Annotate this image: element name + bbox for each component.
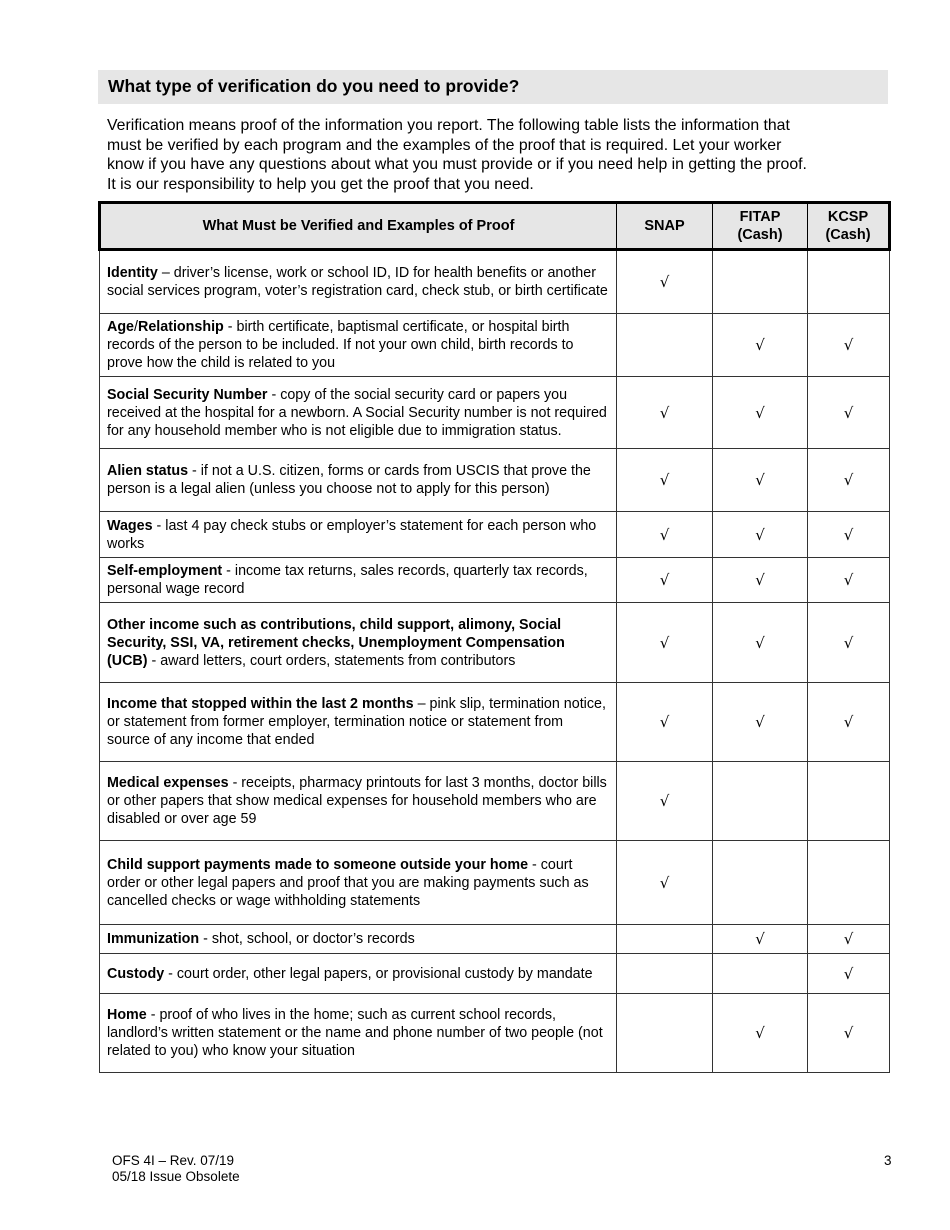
fitap-cell bbox=[713, 250, 808, 314]
row-label: Wages bbox=[107, 517, 153, 534]
row-description bbox=[100, 314, 617, 377]
row-examples: - award letters, court orders, statements from contributors bbox=[147, 652, 516, 669]
checkmark-icon: √ bbox=[843, 571, 854, 589]
table-row bbox=[100, 512, 890, 558]
kcsp-cell bbox=[808, 377, 890, 449]
fitap-cell bbox=[713, 558, 808, 603]
table-row bbox=[100, 954, 890, 994]
header-fitap-line: FITAP bbox=[739, 209, 781, 225]
row-examples: - court order, other legal papers, or provisional custody by mandate bbox=[164, 965, 593, 982]
checkmark-icon: √ bbox=[755, 471, 765, 489]
row-label: Other income such as contributions, child support, alimony, Social Security, SSI, VA, retirement checks, Unemployment Compensation (UCB) bbox=[107, 616, 565, 669]
fitap-cell bbox=[713, 925, 808, 954]
table-row bbox=[100, 994, 890, 1073]
kcsp-cell bbox=[808, 449, 890, 512]
table-row bbox=[100, 762, 890, 841]
row-description bbox=[100, 250, 617, 314]
kcsp-cell bbox=[808, 841, 890, 925]
fitap-cell bbox=[713, 377, 808, 449]
snap-cell bbox=[617, 994, 713, 1073]
snap-cell bbox=[617, 841, 713, 925]
checkmark-icon: √ bbox=[843, 525, 854, 544]
fitap-cell bbox=[713, 314, 808, 377]
row-description bbox=[100, 377, 617, 449]
fitap-cell bbox=[713, 841, 808, 925]
checkmark-icon: √ bbox=[755, 571, 765, 589]
row-examples: - income tax returns, sales records, quarterly tax records, personal wage record bbox=[107, 563, 588, 597]
table-row bbox=[100, 314, 890, 377]
snap-cell bbox=[617, 512, 713, 558]
header-kcsp bbox=[808, 203, 890, 250]
row-examples: - copy of the social security card or papers you received at the hospital for a newborn. A Social Security number is not required for any household member who is not eligible due to immigration status. bbox=[107, 386, 607, 439]
row-description bbox=[100, 558, 617, 603]
row-examples: - receipts, pharmacy printouts for last 3 months, doctor bills or other papers that show medical expenses for household members who are disabled or over age 59 bbox=[107, 775, 607, 827]
kcsp-cell bbox=[808, 994, 890, 1073]
kcsp-cell bbox=[808, 558, 890, 603]
checkmark-icon: √ bbox=[755, 336, 765, 354]
row-examples: - birth certificate, baptismal certificate, or hospital birth records of the person to be included. If not your own child, birth records to prove how the child is related to you bbox=[107, 319, 574, 371]
checkmark-icon: √ bbox=[659, 792, 670, 810]
row-examples: - if not a U.S. citizen, forms or cards from USCIS that prove the person is a legal alien (unless you choose not to apply for this person) bbox=[107, 463, 591, 497]
table-row bbox=[100, 558, 890, 603]
row-description bbox=[100, 512, 617, 558]
snap-cell bbox=[617, 314, 713, 377]
row-label-separator: / bbox=[134, 319, 138, 335]
checkmark-icon: √ bbox=[843, 471, 854, 489]
verification-table bbox=[98, 201, 891, 1073]
checkmark-icon: √ bbox=[659, 633, 670, 652]
table-row bbox=[100, 603, 890, 683]
row-label: Relationship bbox=[138, 319, 224, 335]
section-heading: What type of verification do you need to provide? bbox=[108, 76, 520, 97]
page-number: 3 bbox=[884, 1153, 892, 1168]
row-description bbox=[100, 449, 617, 512]
kcsp-cell bbox=[808, 314, 890, 377]
checkmark-icon: √ bbox=[755, 525, 765, 544]
intro-line: must be verified by each program and the examples of the proof that is required. Let your worker bbox=[107, 136, 782, 154]
row-examples: - court order or other legal papers and proof that you are making payments such as cancelled checks or wage withholding statements bbox=[107, 856, 589, 909]
section-heading-bar bbox=[98, 70, 888, 104]
snap-cell bbox=[617, 603, 713, 683]
kcsp-cell bbox=[808, 762, 890, 841]
snap-cell bbox=[617, 762, 713, 841]
row-label: Alien status bbox=[107, 463, 189, 479]
table-row bbox=[100, 925, 890, 954]
snap-cell bbox=[617, 377, 713, 449]
row-label: Custody bbox=[107, 965, 165, 982]
footer-revision: OFS 4I – Rev. 07/19 bbox=[112, 1153, 235, 1168]
kcsp-cell bbox=[808, 250, 890, 314]
table-row bbox=[100, 841, 890, 925]
checkmark-icon: √ bbox=[659, 471, 670, 489]
row-label: Income that stopped within the last 2 months bbox=[107, 696, 414, 712]
checkmark-icon: √ bbox=[755, 713, 765, 731]
table-row bbox=[100, 250, 890, 314]
checkmark-icon: √ bbox=[843, 403, 854, 422]
fitap-cell bbox=[713, 994, 808, 1073]
fitap-cell bbox=[713, 683, 808, 762]
row-label: Identity bbox=[107, 265, 158, 281]
fitap-cell bbox=[713, 449, 808, 512]
header-what-must-be-verified: What Must be Verified and Examples of Proof bbox=[100, 203, 617, 250]
header-snap: SNAP bbox=[617, 203, 713, 250]
snap-cell bbox=[617, 250, 713, 314]
row-examples: - last 4 pay check stubs or employer’s statement for each person who works bbox=[107, 517, 597, 552]
kcsp-cell bbox=[808, 954, 890, 994]
fitap-cell bbox=[713, 954, 808, 994]
row-label: Child support payments made to someone outside your home bbox=[107, 856, 529, 873]
row-description bbox=[100, 603, 617, 683]
footer-obsolete-note: 05/18 Issue Obsolete bbox=[112, 1169, 240, 1184]
checkmark-icon: √ bbox=[659, 403, 670, 422]
intro-line: It is our responsibility to help you get the proof that you need. bbox=[107, 175, 534, 193]
checkmark-icon: √ bbox=[659, 713, 670, 731]
table-header-row bbox=[100, 203, 890, 250]
intro-paragraph bbox=[107, 116, 887, 194]
row-description bbox=[100, 841, 617, 925]
checkmark-icon: √ bbox=[755, 930, 765, 948]
checkmark-icon: √ bbox=[659, 571, 670, 589]
header-fitap-line: (Cash) bbox=[737, 227, 783, 243]
checkmark-icon: √ bbox=[755, 403, 765, 422]
row-description bbox=[100, 994, 617, 1073]
table-row bbox=[100, 683, 890, 762]
row-label: Self-employment bbox=[107, 563, 223, 579]
row-description bbox=[100, 954, 617, 994]
checkmark-icon: √ bbox=[755, 1024, 765, 1042]
checkmark-icon: √ bbox=[843, 964, 854, 983]
intro-line: know if you have any questions about what you must provide or if you need help in getting the proof. bbox=[107, 156, 807, 174]
header-fitap bbox=[713, 203, 808, 250]
fitap-cell bbox=[713, 603, 808, 683]
checkmark-icon: √ bbox=[843, 633, 854, 652]
row-examples: - proof of who lives in the home; such as current school records, landlord’s written statement or the name and phone number of two people (not related to you) who know your situation bbox=[107, 1007, 603, 1059]
checkmark-icon: √ bbox=[843, 713, 854, 731]
checkmark-icon: √ bbox=[843, 930, 854, 948]
row-description bbox=[100, 683, 617, 762]
row-description bbox=[100, 925, 617, 954]
table-row bbox=[100, 377, 890, 449]
row-examples: – pink slip, termination notice, or statement from former employer, termination notice or statement from source of any income that ended bbox=[107, 696, 606, 748]
fitap-cell bbox=[713, 762, 808, 841]
fitap-cell bbox=[713, 512, 808, 558]
intro-line: Verification means proof of the information you report. The following table lists the information that bbox=[107, 117, 790, 134]
row-examples: - shot, school, or doctor’s records bbox=[199, 931, 415, 947]
snap-cell bbox=[617, 449, 713, 512]
snap-cell bbox=[617, 954, 713, 994]
kcsp-cell bbox=[808, 683, 890, 762]
row-label: Age bbox=[107, 319, 135, 335]
footer-form-info bbox=[112, 1153, 240, 1185]
checkmark-icon: √ bbox=[843, 336, 854, 354]
checkmark-icon: √ bbox=[659, 873, 670, 892]
snap-cell bbox=[617, 558, 713, 603]
snap-cell bbox=[617, 683, 713, 762]
row-label: Medical expenses bbox=[107, 775, 229, 791]
row-label: Immunization bbox=[107, 931, 200, 947]
kcsp-cell bbox=[808, 925, 890, 954]
row-description bbox=[100, 762, 617, 841]
checkmark-icon: √ bbox=[843, 1024, 854, 1042]
header-kcsp-line: KCSP bbox=[827, 209, 869, 225]
checkmark-icon: √ bbox=[659, 273, 670, 291]
checkmark-icon: √ bbox=[659, 525, 670, 544]
checkmark-icon: √ bbox=[755, 633, 765, 652]
kcsp-cell bbox=[808, 512, 890, 558]
row-examples: – driver’s license, work or school ID, ID for health benefits or another social services program, voter’s registration card, check stub, or birth certificate bbox=[107, 265, 608, 299]
header-kcsp-line: (Cash) bbox=[825, 227, 871, 243]
kcsp-cell bbox=[808, 603, 890, 683]
snap-cell bbox=[617, 925, 713, 954]
row-label: Social Security Number bbox=[107, 386, 268, 403]
table-row bbox=[100, 449, 890, 512]
row-label: Home bbox=[107, 1007, 147, 1023]
